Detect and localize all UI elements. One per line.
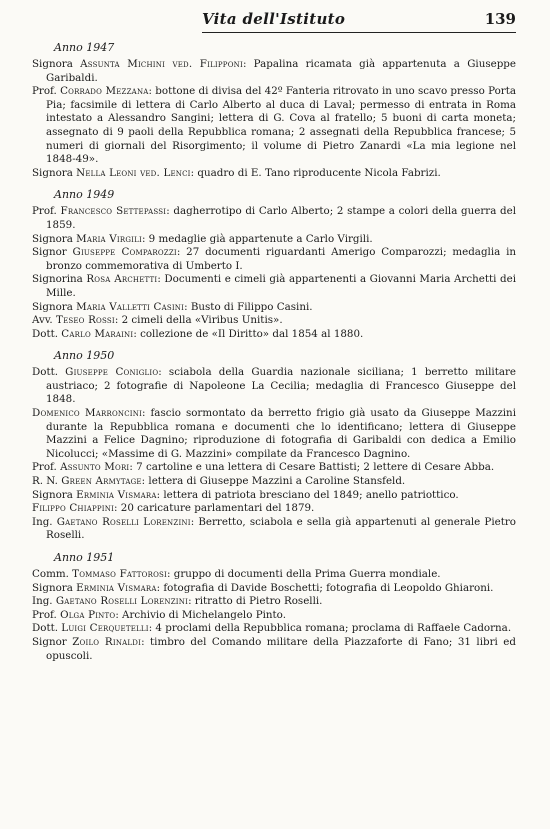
donor-title: Prof. [32, 205, 57, 218]
donation-entry [32, 366, 516, 407]
donor-name: Luigi Cerquetelli [61, 622, 149, 635]
donation-entry [32, 167, 516, 181]
donation-description: : ritratto di Pietro Roselli. [188, 595, 323, 608]
donation-description: : dagherrotipo di Carlo Alberto; 2 stampe a colori della guerra del 1859. [46, 205, 516, 231]
donor-name: Corrado Mezzana [60, 85, 149, 98]
donor-title: Signora [32, 166, 73, 179]
section-year-heading: Anno 1949 [54, 188, 115, 202]
donor-name: Filippo Chiappini [32, 502, 115, 515]
donation-description: : Documenti e cimeli già appartenenti a Giovanni Maria Archetti dei Mille. [46, 273, 516, 299]
donor-title: Signora [32, 58, 73, 70]
donor-title: Signor [32, 246, 67, 259]
donation-entry [32, 246, 516, 273]
section-year-heading: Anno 1950 [54, 349, 115, 363]
donation-description: : 7 cartoline e una lettera di Cesare Battisti; 2 lettere di Cesare Abba. [129, 461, 495, 474]
donor-name: Gaetano Roselli Lorenzini [56, 515, 191, 528]
donor-name: Giuseppe Comparozzi [72, 246, 177, 259]
donation-description: : Archivio di Michelangelo Pinto. [115, 608, 286, 621]
donor-name: Gaetano Roselli Lorenzini [55, 595, 189, 608]
section-year-heading: Anno 1951 [54, 551, 115, 564]
donation-entry [32, 301, 516, 315]
donor-title: Signora [32, 232, 73, 245]
donation-entry [32, 328, 516, 342]
donation-description: : collezione de «Il Diritto» dal 1854 al 1880. [133, 327, 364, 340]
donation-description: : lettera di patriota bresciano del 1849; anello patriottico. [156, 488, 459, 501]
year-section [32, 551, 516, 663]
donor-name: Rosa Archetti [86, 273, 158, 286]
donation-entry [32, 85, 516, 167]
donor-title: Signora [32, 581, 73, 594]
donation-entry [32, 58, 516, 85]
donor-title: Prof. [32, 608, 57, 621]
donor-name: Francesco Settepassi [60, 205, 167, 218]
donation-entry [32, 475, 516, 489]
donation-entry [32, 273, 516, 300]
donor-title: Ing. [32, 515, 53, 528]
donor-name: Giuseppe Coniglio [65, 366, 159, 379]
donor-name: Carlo Maraini [61, 327, 134, 340]
donation-entry [32, 461, 516, 475]
donor-name: Erminia Vismara [76, 488, 157, 501]
donation-description: : fascio sormontato da berretto frigio già usato da Giuseppe Mazzini durante la Repubblica romana e documenti che lo identificano; lettera di Giuseppe Mazzini a Felice Dagnino; riproduzione di fotografia di Garibaldi con dedica a Emilio Nicolucci; «Massime di G. Mazzini» compilate da Francesco Dagnino. [46, 407, 516, 460]
donation-description: : 9 medaglie già appartenute a Carlo Virgili. [141, 232, 373, 245]
donor-title: Signor [32, 635, 67, 648]
donation-entry [32, 489, 516, 503]
donor-name: Olga Pinto [60, 608, 116, 621]
donor-name: Maria Valletti Casini [76, 300, 185, 313]
donation-description: : timbro del Comando militare della Piazzaforte di Fano; 31 libri ed opuscoli. [46, 635, 516, 662]
donor-name: Tommaso Fattorosi [72, 568, 167, 580]
donation-description: : fotografia di Davide Boschetti; fotografia di Leopoldo Ghiaroni. [156, 581, 494, 594]
donation-description: : 27 documenti riguardanti Amerigo Comparozzi; medaglia in bronzo commemorativa di Umberto I. [46, 246, 517, 272]
donor-name: Teseo Rossi [56, 314, 115, 327]
section-year-heading: Anno 1947 [54, 41, 115, 54]
year-section [32, 349, 516, 543]
donation-description: : gruppo di documenti della Prima Guerra mondiale. [166, 568, 441, 580]
donor-title: Avv. [32, 314, 53, 327]
donation-description: : sciabola della Guardia nazionale siciliana; 1 berretto militare austriaco; 2 fotografie di Napoleone La Cecilia; medaglia di Francesco Giuseppe del 1848. [46, 366, 517, 406]
donation-description: : Busto di Filippo Casini. [184, 300, 313, 313]
donor-name: Zoilo Rinaldi [72, 635, 142, 648]
donor-title: Signora [32, 300, 73, 313]
donation-entry [32, 609, 516, 623]
header-title: Vita dell'Istituto [202, 10, 346, 28]
donation-entry [32, 622, 516, 636]
donation-description: : 2 cimeli della «Viribus Unitis». [114, 314, 283, 327]
donation-entry [32, 407, 516, 461]
donation-entry [32, 516, 516, 543]
donation-description: : lettera di Giuseppe Mazzini a Caroline Stansfeld. [141, 475, 406, 488]
donation-entry [32, 502, 516, 516]
donor-title: Prof. [32, 461, 57, 474]
donor-name: Assunta Michini ved. Filipponi [80, 58, 243, 70]
donation-entry [32, 314, 516, 328]
year-section [32, 188, 516, 341]
donation-entry [32, 568, 516, 582]
donation-description: : 4 proclami della Repubblica romana; proclama di Raffaele Cadorna. [148, 622, 512, 635]
donor-name: Nella Leoni ved. Lenci [76, 166, 191, 179]
donation-entry [32, 205, 516, 232]
donor-title: Signorina [32, 273, 83, 286]
donation-description: : 20 caricature parlamentari del 1879. [114, 502, 315, 515]
donor-name: Assunto Mori [60, 461, 130, 474]
running-header [202, 0, 516, 33]
donor-name: Erminia Vismara [76, 581, 157, 594]
donor-name: Domenico Marroncini [32, 407, 143, 420]
donation-description: : Berretto, sciabola e sella già appartenuti al generale Pietro Roselli. [46, 515, 516, 542]
donation-description: : bottone di divisa del 42º Fanteria ritrovato in uno scavo presso Porta Pia; facsimile di lettera di Carlo Alberto al duca di Laval; permesso di entrata in Roma intestato a Alessandro Sangini; lettera di G. Cova al fratello; 5 buoni di carta moneta; assegnato di 9 paoli della Repubblica romana; 2 assegnati della Repubblica francese; 5 numeri di giornali del Risorgimento; il volume di Pietro Zanardi «La mia legione nel 1848-49». [46, 85, 516, 166]
donation-description: : Papalina ricamata già appartenuta a Giuseppe Garibaldi. [46, 58, 516, 84]
donor-title: Prof. [32, 85, 57, 98]
donor-name: Maria Virgili [76, 232, 142, 245]
donor-title: Ing. [32, 595, 53, 608]
donor-title: Signora [32, 488, 73, 501]
donation-entry [32, 582, 516, 596]
donor-title: Dott. [32, 327, 59, 340]
donor-title: Dott. [32, 622, 59, 635]
donor-title: Comm. [32, 568, 69, 580]
donor-title: R. N. [32, 475, 58, 488]
donation-entry [32, 595, 516, 609]
donation-entry [32, 233, 516, 247]
donor-title: Dott. [32, 366, 59, 379]
year-section [32, 41, 516, 180]
donation-entry [32, 636, 516, 663]
donor-name: Green Armytage [61, 475, 142, 488]
page-number: 139 [484, 10, 516, 28]
donations-list [32, 41, 516, 663]
donation-description: : quadro di E. Tano riproducente Nicola Fabrizi. [190, 166, 441, 179]
